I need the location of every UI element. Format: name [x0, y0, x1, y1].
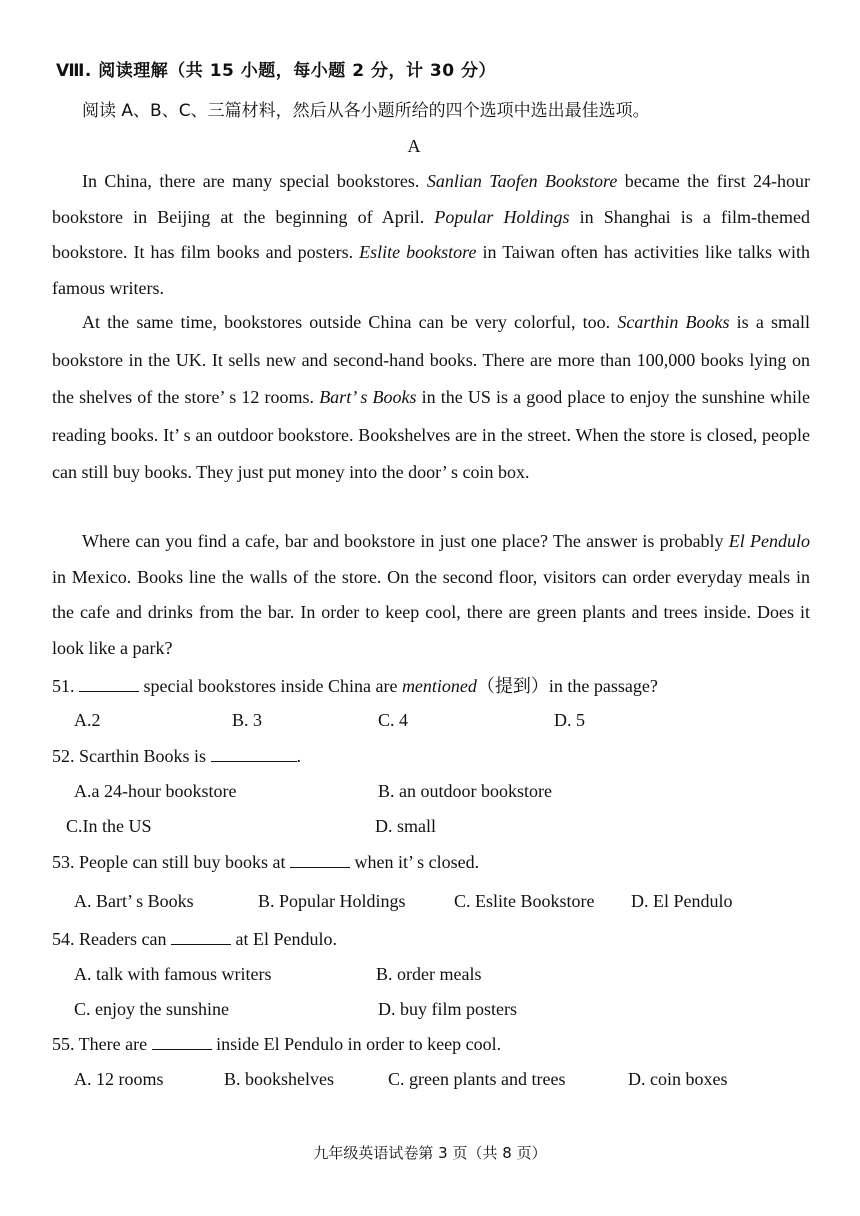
question-text: （提到）in the passage?: [476, 676, 658, 696]
paragraph-2: [52, 304, 810, 492]
text: became the first 24-hour bookstore in Beijing at the beginning of April.: [52, 171, 810, 227]
answer-blank: [171, 930, 231, 945]
answer-blank: [79, 677, 139, 692]
option-d: D. small: [375, 816, 436, 836]
question-51: [52, 672, 658, 698]
question-number: 52.: [52, 746, 75, 766]
paragraph-3: [52, 524, 810, 666]
question-52: [52, 746, 301, 767]
question-text: People can still buy books at: [74, 852, 290, 872]
question-text: .: [296, 746, 302, 766]
option-d: D. 5: [554, 710, 585, 730]
option-c: C.In the US: [66, 816, 152, 836]
question-text: inside El Pendulo in order to keep cool.: [211, 1034, 502, 1054]
question-text: special bookstores inside China are: [139, 676, 402, 696]
question-number: 51.: [52, 676, 75, 696]
instructions: 阅读 A、B、C、三篇材料，然后从各小题所给的四个选项中选出最佳选项。: [82, 101, 650, 121]
question-text: mentioned: [401, 676, 477, 696]
text: in Mexico. Books line the walls of the store. On the second floor, visitors can order everyday meals in the cafe and drinks from the bar. In order to keep cool, there are green plants and trees inside. Does it look like a park?: [52, 566, 810, 658]
option-a: A. talk with famous writers: [74, 964, 272, 984]
answer-blank: [152, 1035, 212, 1050]
question-text: at El Pendulo.: [230, 929, 337, 949]
bookstore-name: Eslite bookstore: [359, 242, 477, 262]
text: in the US is a good place to enjoy the sunshine while reading books. It’ s an outdoor bookstore. Bookshelves are in the street. When the store is closed, people can still buy books. They just put money into the door’ s coin box.: [52, 387, 810, 482]
text: In China, there are many special bookstores.: [82, 171, 427, 191]
option-b: B. 3: [232, 710, 263, 730]
option-c: C. enjoy the sunshine: [74, 999, 229, 1019]
question-number: 54.: [52, 929, 75, 949]
text: in Shanghai is a film-themed bookstore. It has film books and posters.: [52, 206, 810, 262]
page-footer: 九年级英语试卷第 3 页（共 8 页）: [313, 1144, 547, 1162]
answer-blank: [211, 747, 297, 762]
passage-label: A: [407, 136, 421, 156]
text: is a small bookstore in the UK. It sells new and second-hand books. There are more than 100,000 books lying on the shelves of the store’ s 12 rooms.: [52, 312, 810, 407]
question-number: 53.: [52, 852, 75, 872]
option-d: D. El Pendulo: [631, 891, 733, 911]
question-54: [52, 929, 337, 950]
option-a: A. Bart’ s Books: [74, 891, 194, 911]
question-55: [52, 1034, 501, 1055]
section-title: Ⅷ. 阅读理解（共 15 小题，每小题 2 分，计 30 分）: [56, 61, 496, 81]
option-c: C. 4: [378, 710, 409, 730]
option-a: A. 12 rooms: [74, 1069, 164, 1089]
question-text: Scarthin Books is: [74, 746, 211, 766]
question-53: [52, 852, 479, 873]
bookstore-name: Scarthin Books: [617, 312, 730, 332]
answer-blank: [290, 853, 350, 868]
text: in Taiwan often has activities like talks with famous writers.: [52, 242, 810, 298]
question-text: Readers can: [74, 929, 171, 949]
option-c: C. Eslite Bookstore: [454, 891, 595, 911]
question-text: There are: [74, 1034, 152, 1054]
option-a: A.2: [74, 710, 101, 730]
option-d: D. buy film posters: [378, 999, 517, 1019]
option-b: B. bookshelves: [224, 1069, 334, 1089]
paragraph-1: [52, 164, 810, 306]
option-a: A.a 24-hour bookstore: [74, 781, 237, 801]
option-c: C. green plants and trees: [388, 1069, 566, 1089]
text: Where can you find a cafe, bar and bookstore in just one place? The answer is probably: [82, 531, 729, 551]
text: At the same time, bookstores outside China can be very colorful, too.: [82, 312, 618, 332]
question-number: 55.: [52, 1034, 75, 1054]
question-text: when it’ s closed.: [349, 852, 480, 872]
bookstore-name: El Pendulo: [728, 531, 810, 551]
option-b: B. an outdoor bookstore: [378, 781, 552, 801]
bookstore-name: Sanlian Taofen Bookstore: [426, 171, 618, 191]
bookstore-name: Popular Holdings: [434, 206, 570, 227]
bookstore-name: Bart’ s Books: [319, 387, 417, 407]
option-d: D. coin boxes: [628, 1069, 728, 1089]
option-b: B. Popular Holdings: [258, 891, 406, 911]
option-b: B. order meals: [376, 964, 482, 984]
